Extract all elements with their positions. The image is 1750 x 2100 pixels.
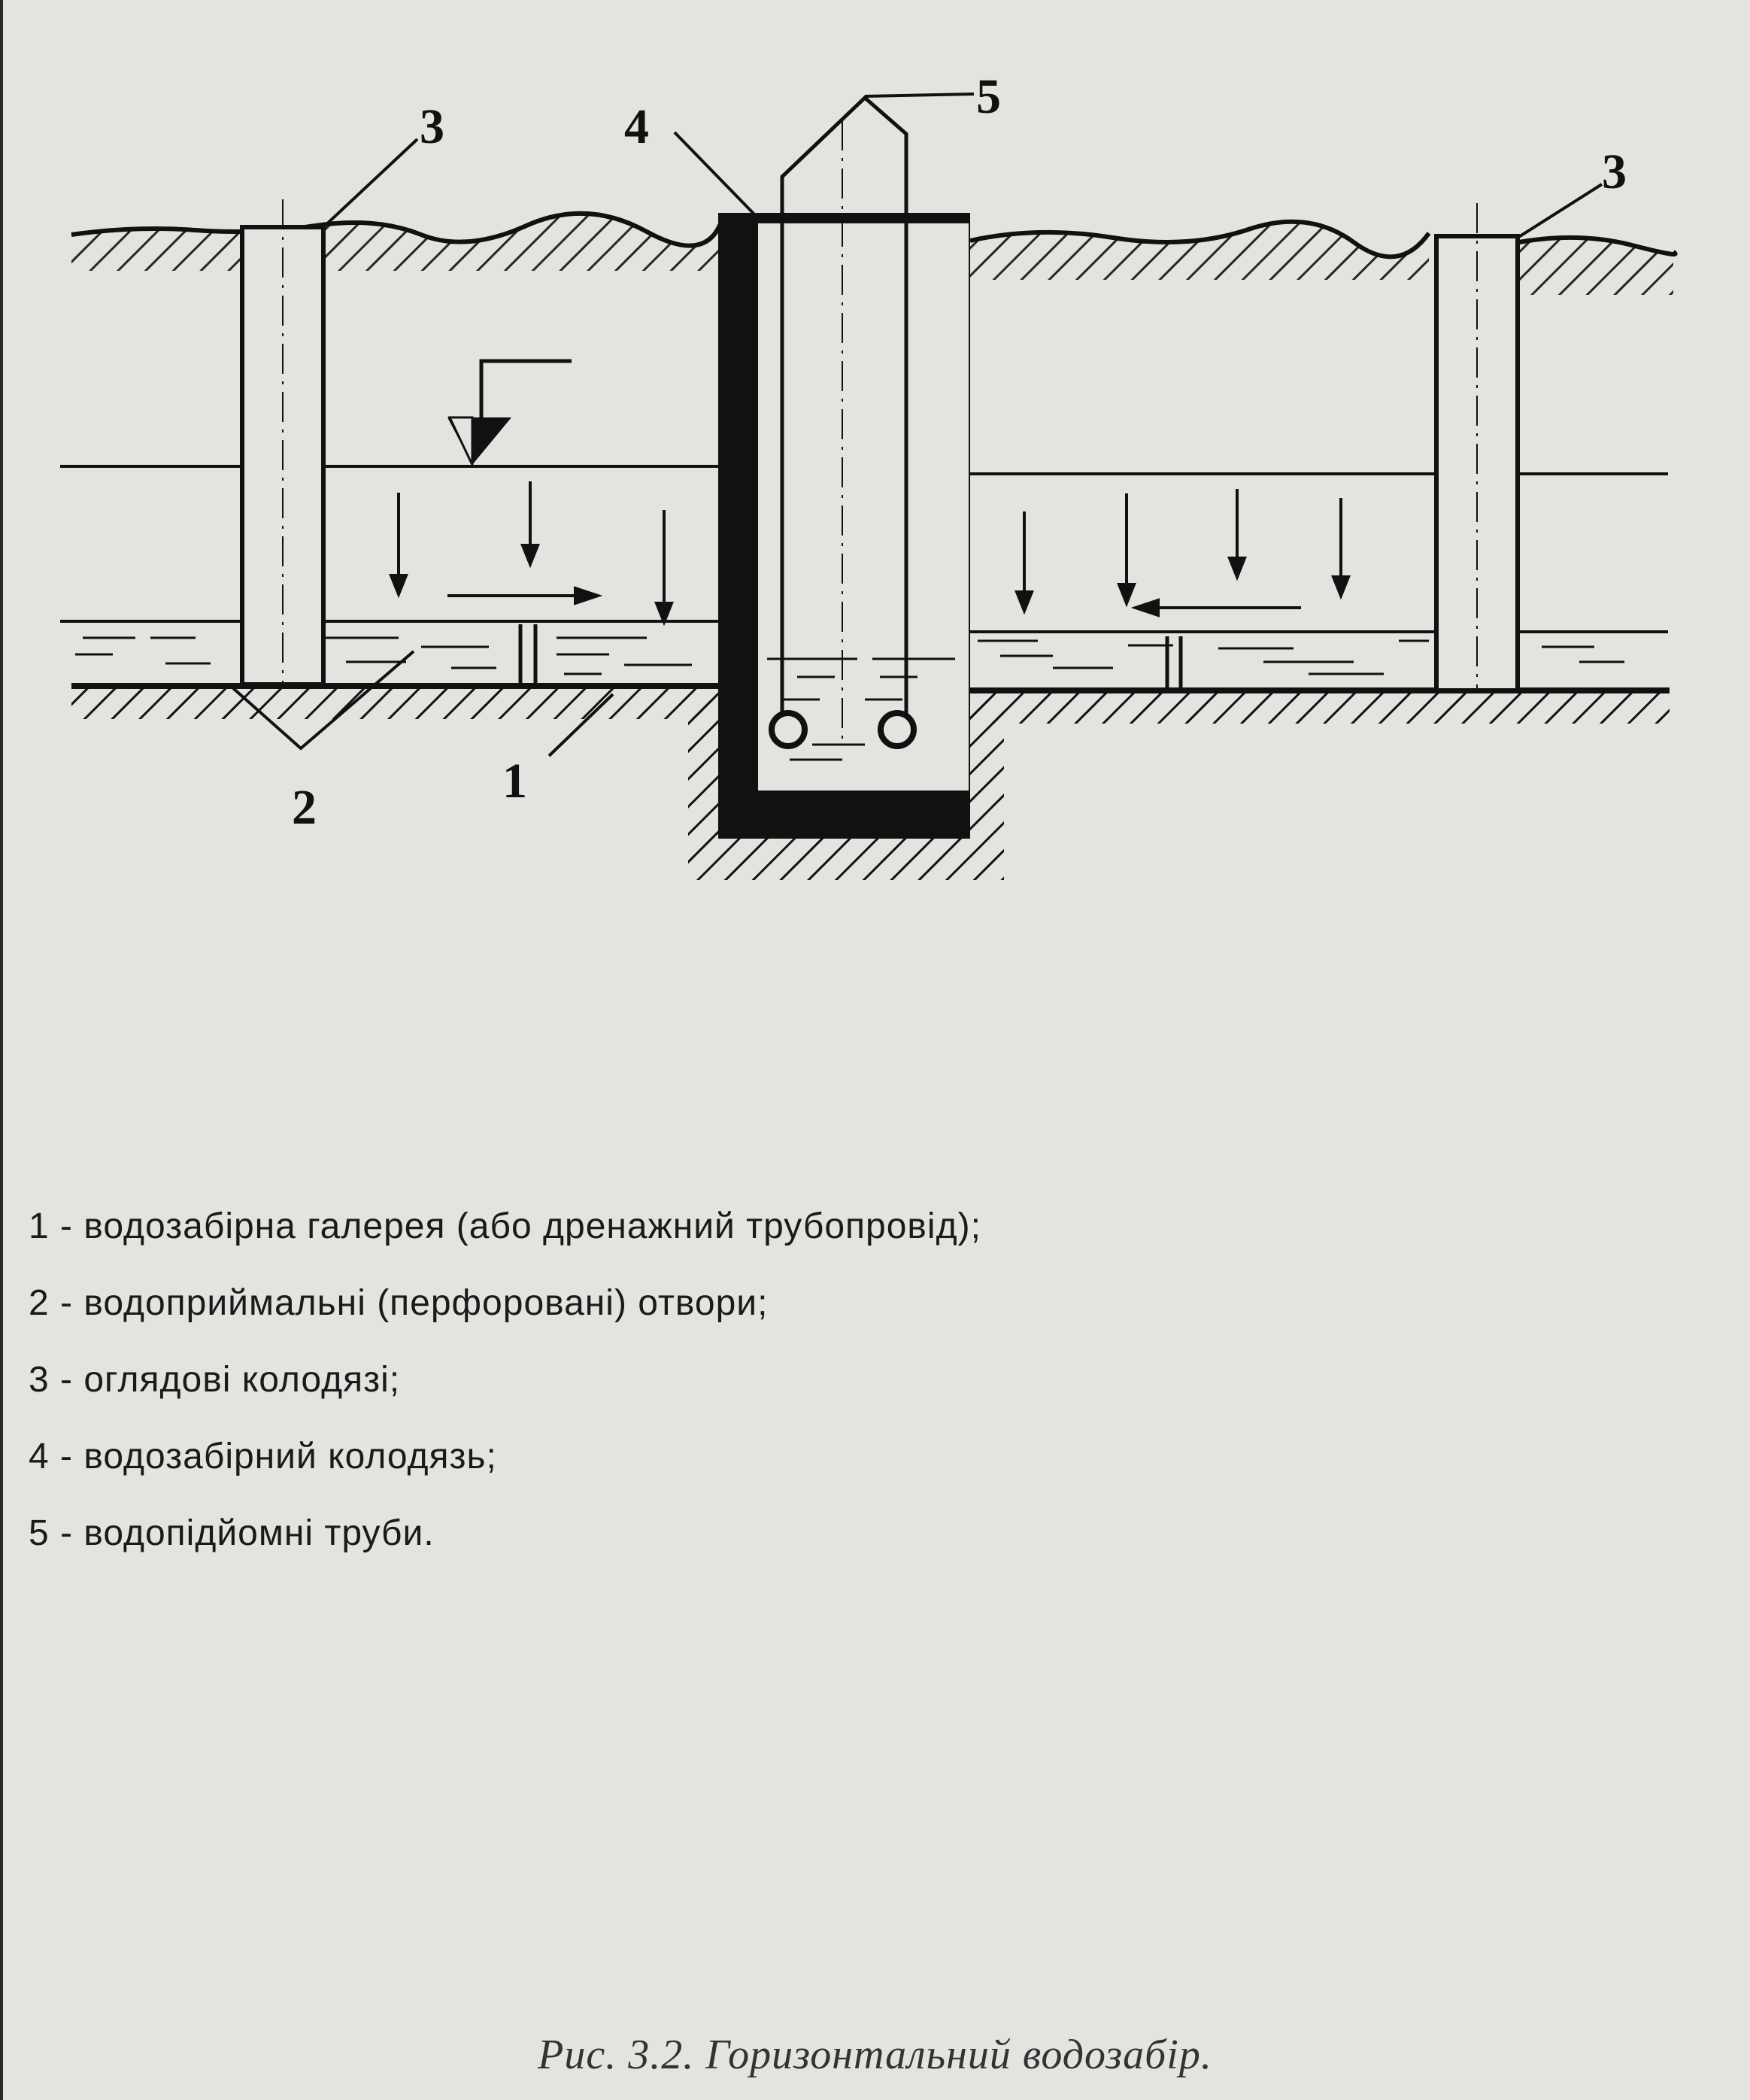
inspection-well-right: [1436, 203, 1518, 690]
figure-caption: Рис. 3.2. Горизонтальний водозабір.: [538, 2032, 1212, 2078]
figure-legend: [29, 1188, 981, 1572]
legend-item-intake-well: 4 - водозабірний колодязь;: [29, 1437, 497, 1476]
horizontal-water-intake-diagram: [0, 0, 1750, 903]
legend-item-inspection-wells: 3 - оглядові колодязі;: [29, 1360, 401, 1400]
intake-well: [688, 98, 1004, 880]
callout-lift-pipes: 5: [976, 69, 1001, 124]
legend-item-gallery: 1 - водозабірна галерея (або дренажний трубопровід);: [29, 1206, 981, 1246]
callout-openings: 2: [292, 780, 317, 835]
callout-intake-well: 4: [624, 99, 649, 154]
legend-item-lift-pipes: 5 - водопідйомні труби.: [29, 1513, 435, 1553]
legend-item-openings: 2 - водоприймальні (перфоровані) отвори;: [29, 1283, 769, 1323]
water-level-marker: [447, 361, 572, 465]
inspection-well-left: [242, 199, 323, 684]
callout-inspection-well-left: 3: [420, 99, 444, 154]
callout-gallery: 1: [502, 754, 527, 809]
callout-inspection-well-right: 3: [1602, 144, 1627, 199]
